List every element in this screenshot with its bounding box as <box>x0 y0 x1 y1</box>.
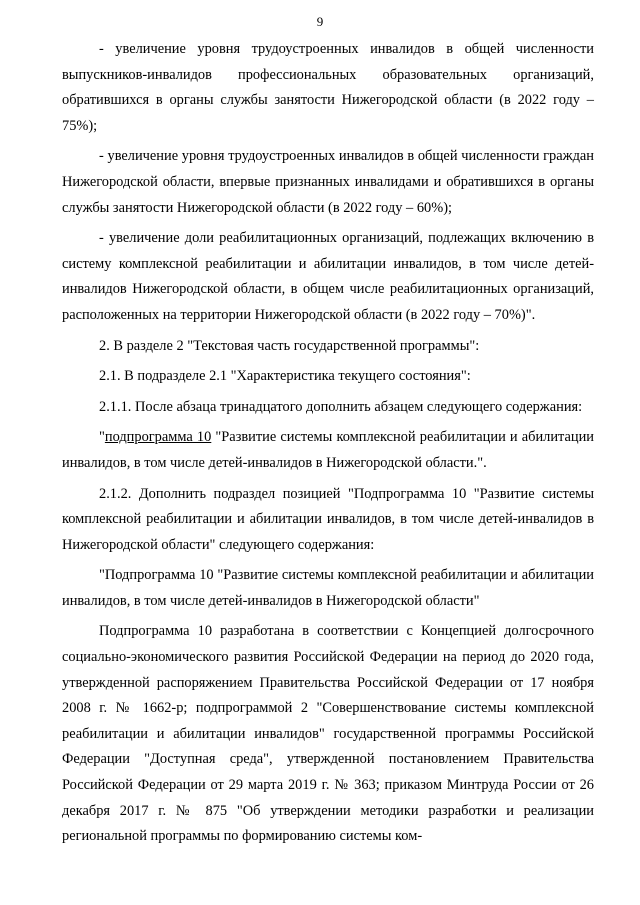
subprogram-10-text: "Развитие системы комплексной реабилитации и абилитации инвалидов, в том числе детей-инвалидов в Нижегородской области.". <box>62 429 595 471</box>
quote-open: " <box>99 429 105 446</box>
paragraph-subprogram-10-insert <box>62 425 594 476</box>
paragraph-item-2-1-1: 2.1.1. После абзаца тринадцатого дополнить абзацем следующего содержания: <box>99 398 583 415</box>
subprogram-10-link[interactable]: подпрограмма 10 <box>104 429 212 446</box>
paragraph-section-2: 2. В разделе 2 "Текстовая часть государственной программы": <box>99 337 480 354</box>
paragraph-subprogram-10-heading: "Подпрограмма 10 "Развитие системы комплексной реабилитации и абилитации инвалидов, в том числе детей-инвалидов в Нижегородской области" <box>62 567 594 609</box>
paragraph-rehab-organizations-share: - увеличение доли реабилитационных организаций, подлежащих включению в систему комплексной реабилитации и абилитации инвалидов, в том числе детей-инвалидов Нижегородской области, в общем числе реабилитационных организаций, расположенных на территории Нижегородской области (в 2022 году – 70%)". <box>62 230 594 323</box>
document-body <box>62 37 594 850</box>
paragraph-subprogram-10-basis: Подпрограмма 10 разработана в соответствии с Концепцией долгосрочного социально-экономического развития Российской Федерации на период до 2020 года, утвержденной распоряжением Правительства Российской Федерации от 17 ноября 2008 г. № 1662-р; подпрограммой 2 "Совершенствование системы комплексной реабилитации и абилитации инвалидов" государственной программы Российской Федерации "Доступная среда", утвержденной постановлением Правительства Российской Федерации от 29 марта 2019 г. № 363; приказом Минтруда России от 26 декабря 2017 г. № 875 "Об утверждении методики разработки и реализации региональной программы по формированию системы ком- <box>62 623 594 845</box>
paragraph-item-2-1-2: 2.1.2. Дополнить подраздел позицией "Подпрограмма 10 "Развитие системы комплексной реабилитации и абилитации инвалидов, в том числе детей-инвалидов в Нижегородской области" следующего содержания: <box>62 485 594 553</box>
paragraph-first-disabled-employment: - увеличение уровня трудоустроенных инвалидов в общей численности граждан Нижегородской области, впервые признанных инвалидами и обратившихся в органы службы занятости Нижегородской области (в 2022 году – 60%); <box>62 148 594 216</box>
paragraph-graduates-employment: - увеличение уровня трудоустроенных инвалидов в общей численности выпускников-инвалидов профессиональных образовательных организаций, обратившихся в органы службы занятости Нижегородской области (в 2022 году – 75%); <box>62 41 594 134</box>
page-number: 9 <box>316 14 324 29</box>
paragraph-subsection-2-1: 2.1. В подразделе 2.1 "Характеристика текущего состояния": <box>99 368 471 385</box>
